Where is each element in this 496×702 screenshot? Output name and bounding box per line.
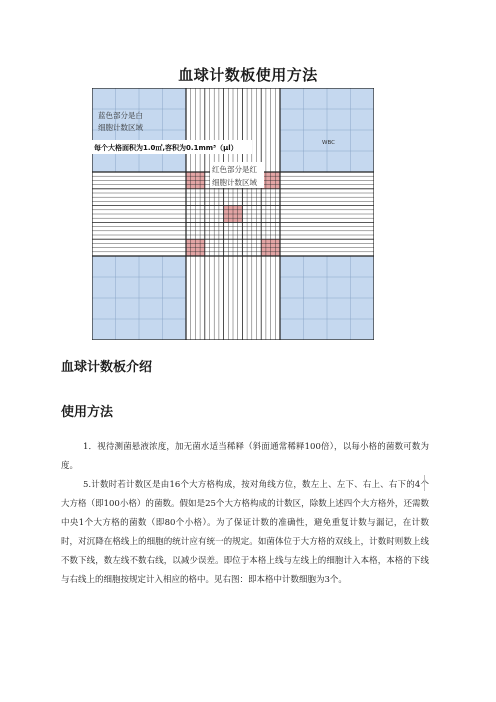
page-title: 血球计数板使用方法: [178, 66, 318, 84]
blue-region-label-1: 蓝色部分是白: [98, 111, 143, 120]
blue-region-label-2: 细胞计数区域: [98, 123, 143, 132]
grid-diagram: [92, 88, 374, 340]
hemocytometer-grid-figure: [92, 88, 374, 340]
paragraph-1-text: 1．视待测菌悬液浓度，加无菌水适当稀释（斜面通常稀释100倍），以每小格的菌数可数为度。: [61, 442, 429, 471]
red-region-label-1: 红色部分是红: [212, 165, 257, 174]
paragraph-1: [61, 438, 429, 476]
section-heading-usage: 使用方法: [61, 405, 114, 420]
paragraph-2-text: 5.计数时若计数区是由16个大方格构成，按对角线方位，数左上、左下、右上、右下的4个大方格（即100小格）的菌数。假如是25个大方格构成的计数区，除数上述四个大方格外，还需数中央1个大方格的菌数（即80个小格）。为了保证计数的准确性，避免重复计数与漏记，在计数时，对沉降在格线上的细胞的统计应有统一的规定。如菌体位于大方格的双线上，计数时则数上线不数下线，数左线不数右线，以减少误差。即位于本格上线与左线上的细胞计入本格，本格的下线与右线上的细胞按规定计入相应的格中。见右图：即本格中计数细胞为3个。: [61, 480, 429, 585]
paragraph-2: [61, 476, 429, 590]
section-heading-intro: 血球计数板介绍: [61, 360, 153, 375]
area-label: 每个大格面积为1.0㎡,容积为0.1mm³（µl）: [94, 144, 238, 152]
wbc-label: WBC: [322, 140, 335, 146]
text-cursor-marker: [424, 475, 427, 491]
red-region-label-2: 细胞计数区域: [212, 178, 257, 187]
